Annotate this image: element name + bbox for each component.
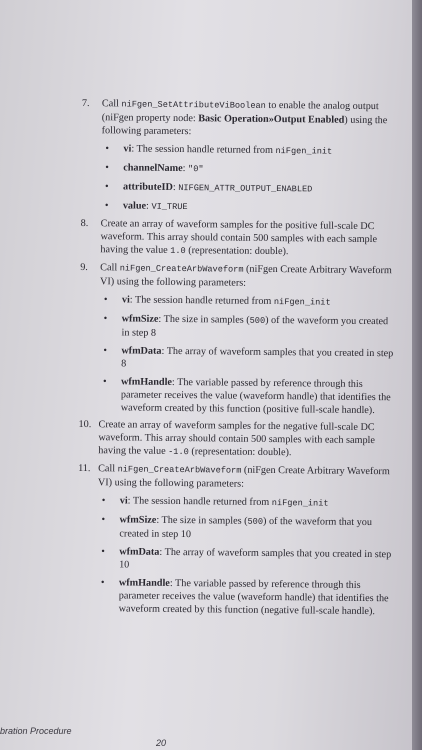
bullet-item: • wfmData: The array of waveform samples that you created in step 10	[97, 545, 395, 574]
bullet-item: • vi: The session handle returned from niFgen_init	[98, 494, 396, 511]
footer-section-title: bration Procedure	[0, 726, 72, 736]
page-edge	[412, 0, 422, 750]
step-text: Call niFgen_CreateArbWaveform (niFgen Create Arbitrary Waveform VI) using the following parameters:	[97, 463, 390, 490]
step-text: Call niFgen_SetAttributeViBoolean to enable the analog output (niFgen property node: Basic Operation»Output Enabled) using the following parameters:	[101, 98, 388, 138]
step-text: Create an array of waveform samples for the positive full-scale DC waveform. This array should contain 500 samples with each sample having the value 1.0 (representation: double).	[100, 218, 378, 258]
procedure-steps	[77, 97, 400, 622]
bullet-item: • vi: The session handle returned from niFgen_init	[100, 293, 398, 310]
step-7	[81, 97, 400, 216]
step-text: Call niFgen_CreateArbWaveform (niFgen Create Arbitrary Waveform VI) using the following parameters:	[100, 262, 392, 289]
step-9	[79, 261, 399, 417]
bullet-item: • wfmHandle: The variable passed by reference through this parameter receives the value (waveform handle) that identifies the waveform created by this function (positive full-scale handle).	[99, 375, 397, 417]
bullet-item: • attributeID: NIFGEN_ATTR_OUTPUT_ENABLED	[101, 180, 399, 197]
step-text: Create an array of waveform samples for the negative full-scale DC waveform. This array should contain 500 samples with each sample having the value -1.0 (representation: double).	[98, 419, 375, 459]
step-number: 9.	[80, 261, 88, 274]
bullet-item: • channelName: "0"	[101, 161, 399, 178]
step-number: 7.	[81, 97, 90, 110]
step-number: 11.	[78, 462, 91, 475]
bullet-item: • value: VI_TRUE	[101, 199, 399, 216]
bullet-item: • wfmHandle: The variable passed by reference through this parameter receives the value (waveform handle) that identifies the waveform created by this function (negative full-scale handle).	[97, 576, 395, 618]
bullet-item: • wfmSize: The size in samples (500) of the waveform you created in step 8	[99, 312, 397, 342]
page-number: 20	[156, 738, 167, 748]
step-number: 8.	[80, 217, 89, 230]
step-10	[78, 418, 396, 461]
bullet-item: • wfmData: The array of waveform samples that you created in step 8	[99, 344, 397, 373]
bullet-item: • vi: The session handle returned from niFgen_init	[101, 142, 399, 159]
step-number: 10.	[78, 418, 92, 431]
bullet-item: • wfmSize: The size in samples (500) of the waveform that you created in step 10	[97, 513, 395, 543]
step-8	[80, 217, 398, 260]
step-11	[77, 462, 397, 618]
